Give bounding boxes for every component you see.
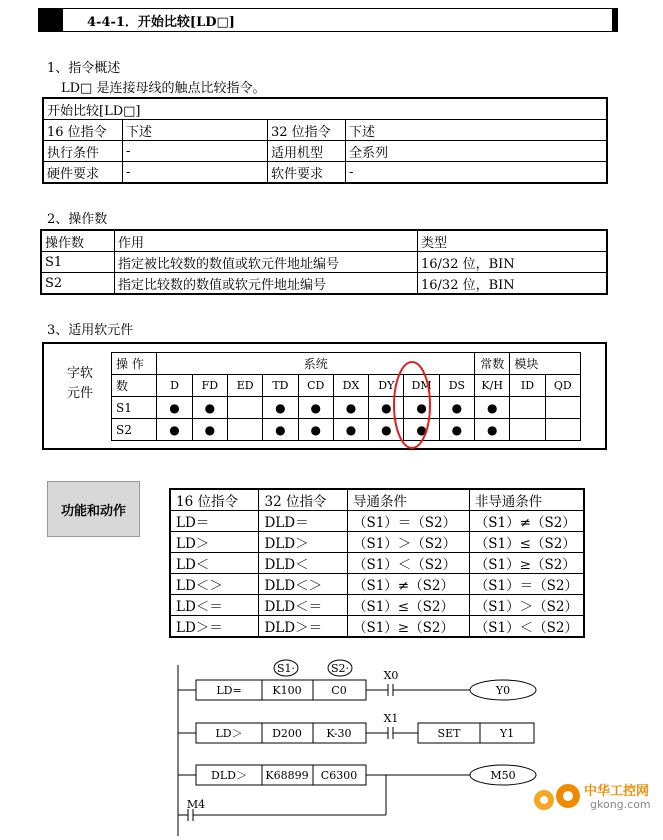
device-mark	[227, 419, 262, 441]
row-label: S1	[112, 397, 157, 419]
header-cell: 类型	[418, 230, 608, 252]
function-cell: DLD＞	[259, 532, 347, 553]
rung1-coil: Y0	[495, 684, 511, 697]
cell: 硬件要求	[43, 162, 123, 184]
cell: S2	[41, 273, 115, 295]
heading-overview: 1、指令概述	[47, 61, 121, 76]
rung3-a: K68899	[265, 769, 309, 782]
rung1-contact: X0	[383, 669, 399, 682]
cell: 指定比较数的数值或软元件地址编号	[115, 273, 418, 295]
device-mark	[545, 397, 580, 419]
function-cell: DLD＞＝	[259, 616, 347, 638]
function-cell: LD＜＝	[170, 595, 259, 616]
ladder-svg	[170, 655, 550, 836]
device-mark	[227, 397, 262, 419]
function-cell: （S1）＝（S2）	[469, 574, 584, 595]
cell: 下述	[346, 120, 608, 141]
device-mark: ●	[404, 397, 439, 419]
heading-devices: 3、适用软元件	[47, 323, 134, 338]
device-mark: ●	[333, 419, 368, 441]
cell: 执行条件	[43, 141, 123, 162]
rung1-a: K100	[272, 684, 302, 697]
device-col-dm: DM	[404, 375, 439, 397]
function-header-cell: 导通条件	[347, 489, 469, 511]
function-cell: （S1）＜（S2）	[347, 553, 469, 574]
function-cell: （S1）≥（S2）	[347, 616, 469, 638]
function-row	[170, 511, 584, 532]
cell: 16/32 位，BIN	[418, 252, 608, 273]
device-mark: ●	[369, 419, 404, 441]
function-header-cell: 非导通条件	[469, 489, 584, 511]
rung2-cmd: SET	[437, 727, 461, 740]
group-module: 模块	[510, 353, 581, 375]
device-mark: ●	[263, 397, 298, 419]
function-row	[170, 616, 584, 638]
rung2-op: LD＞	[215, 727, 243, 740]
device-col-dx: DX	[333, 375, 368, 397]
function-cell: DLD＜	[259, 553, 347, 574]
rung1-b: C0	[331, 684, 347, 697]
function-cell: （S1）＜（S2）	[469, 616, 584, 638]
gear-icon	[528, 782, 586, 816]
function-cell: （S1）≥（S2）	[469, 553, 584, 574]
function-cell: LD＜	[170, 553, 259, 574]
device-mark: ●	[298, 419, 333, 441]
rung2-target: Y1	[499, 727, 515, 740]
function-action-label: 功能和动作	[47, 481, 140, 537]
s1-tag: S1·	[276, 662, 296, 675]
device-mark: ●	[404, 419, 439, 441]
function-cell: LD＝	[170, 511, 259, 532]
cell: 软件要求	[268, 162, 346, 184]
rung2-b: K-30	[326, 727, 352, 740]
cell: 下述	[123, 120, 268, 141]
cell: 16/32 位，BIN	[418, 273, 608, 295]
device-col-qd: QD	[545, 375, 580, 397]
device-mark: ●	[475, 397, 510, 419]
watermark-logo	[528, 778, 658, 818]
rung3-b: C6300	[320, 769, 358, 782]
overview-description: LD□ 是连接母线的触点比较指令。	[61, 81, 266, 96]
device-side-label: 字软 元件	[67, 366, 94, 401]
device-col-td: TD	[263, 375, 298, 397]
device-mark	[510, 397, 545, 419]
device-mark: ●	[157, 419, 192, 441]
device-col-dy: DY	[369, 375, 404, 397]
function-cell: LD＞＝	[170, 616, 259, 638]
device-mark: ●	[192, 419, 227, 441]
device-col-cd: CD	[298, 375, 333, 397]
group-system: 系统	[157, 353, 475, 375]
dm-highlight-circle	[390, 358, 440, 454]
operand-label: 数	[112, 375, 157, 397]
device-col-ds: DS	[439, 375, 474, 397]
cell: -	[123, 162, 268, 184]
header-cell: 作用	[115, 230, 418, 252]
function-cell: （S1）＞（S2）	[347, 532, 469, 553]
rung3-op: DLD＞	[211, 769, 247, 782]
cell: 适用机型	[268, 141, 346, 162]
device-col-d: D	[157, 375, 192, 397]
rung3-coil: M50	[490, 769, 516, 782]
device-col-id: ID	[510, 375, 545, 397]
function-header-cell: 16 位指令	[170, 489, 259, 511]
function-cell: （S1）≠（S2）	[347, 574, 469, 595]
device-table	[111, 352, 581, 441]
header-cell: 操作数	[41, 230, 115, 252]
device-mark: ●	[263, 419, 298, 441]
function-cell: LD＞	[170, 532, 259, 553]
row-label: S2	[112, 419, 157, 441]
cell: 16 位指令	[43, 120, 123, 141]
rung2-contact: X1	[383, 712, 399, 725]
cell: -	[346, 162, 608, 184]
function-cell: DLD＜＞	[259, 574, 347, 595]
operand-table	[40, 229, 608, 295]
function-cell: （S1）＞（S2）	[469, 595, 584, 616]
function-table	[169, 488, 585, 638]
function-cell: （S1）＝（S2）	[347, 511, 469, 532]
device-mark: ●	[333, 397, 368, 419]
rung2-a: D200	[272, 727, 302, 740]
device-mark: ●	[369, 397, 404, 419]
function-header-cell: 32 位指令	[259, 489, 347, 511]
function-cell: （S1）≤（S2）	[469, 532, 584, 553]
watermark-url: gkong.com	[590, 798, 651, 811]
function-row	[170, 532, 584, 553]
ladder-diagram	[170, 655, 550, 840]
device-mark: ●	[475, 419, 510, 441]
overview-table	[42, 97, 608, 184]
device-col-ed: ED	[227, 375, 262, 397]
device-mark: ●	[439, 419, 474, 441]
function-row	[170, 553, 584, 574]
cell: 全系列	[346, 141, 608, 162]
cell: 32 位指令	[268, 120, 346, 141]
function-cell: LD＜＞	[170, 574, 259, 595]
cell: 指定被比较数的数值或软元件地址编号	[115, 252, 418, 273]
rung3-contact2: M4	[186, 798, 206, 811]
function-cell: （S1）≠（S2）	[469, 511, 584, 532]
section-header-bar	[38, 8, 618, 32]
function-row	[170, 574, 584, 595]
function-cell: DLD＝	[259, 511, 347, 532]
cell: -	[123, 141, 268, 162]
function-cell: DLD＜＝	[259, 595, 347, 616]
watermark-name: 中华工控网	[584, 784, 650, 799]
device-mark: ●	[298, 397, 333, 419]
operand-label: 操 作	[112, 353, 157, 375]
device-mark: ●	[439, 397, 474, 419]
device-mark: ●	[157, 397, 192, 419]
device-mark	[545, 419, 580, 441]
rung1-op: LD=	[216, 684, 242, 697]
device-mark	[510, 419, 545, 441]
device-col-kh: K/H	[475, 375, 510, 397]
device-mark: ●	[192, 397, 227, 419]
heading-operands: 2、操作数	[47, 212, 108, 227]
device-col-fd: FD	[192, 375, 227, 397]
function-cell: （S1）≤（S2）	[347, 595, 469, 616]
section-title: 4-4-1．开始比较[LD□]	[87, 15, 235, 30]
function-row	[170, 595, 584, 616]
s2-tag: S2·	[330, 662, 350, 675]
group-const: 常数	[475, 353, 510, 375]
cell: S1	[41, 252, 115, 273]
overview-table-title: 开始比较[LD□]	[43, 98, 607, 120]
